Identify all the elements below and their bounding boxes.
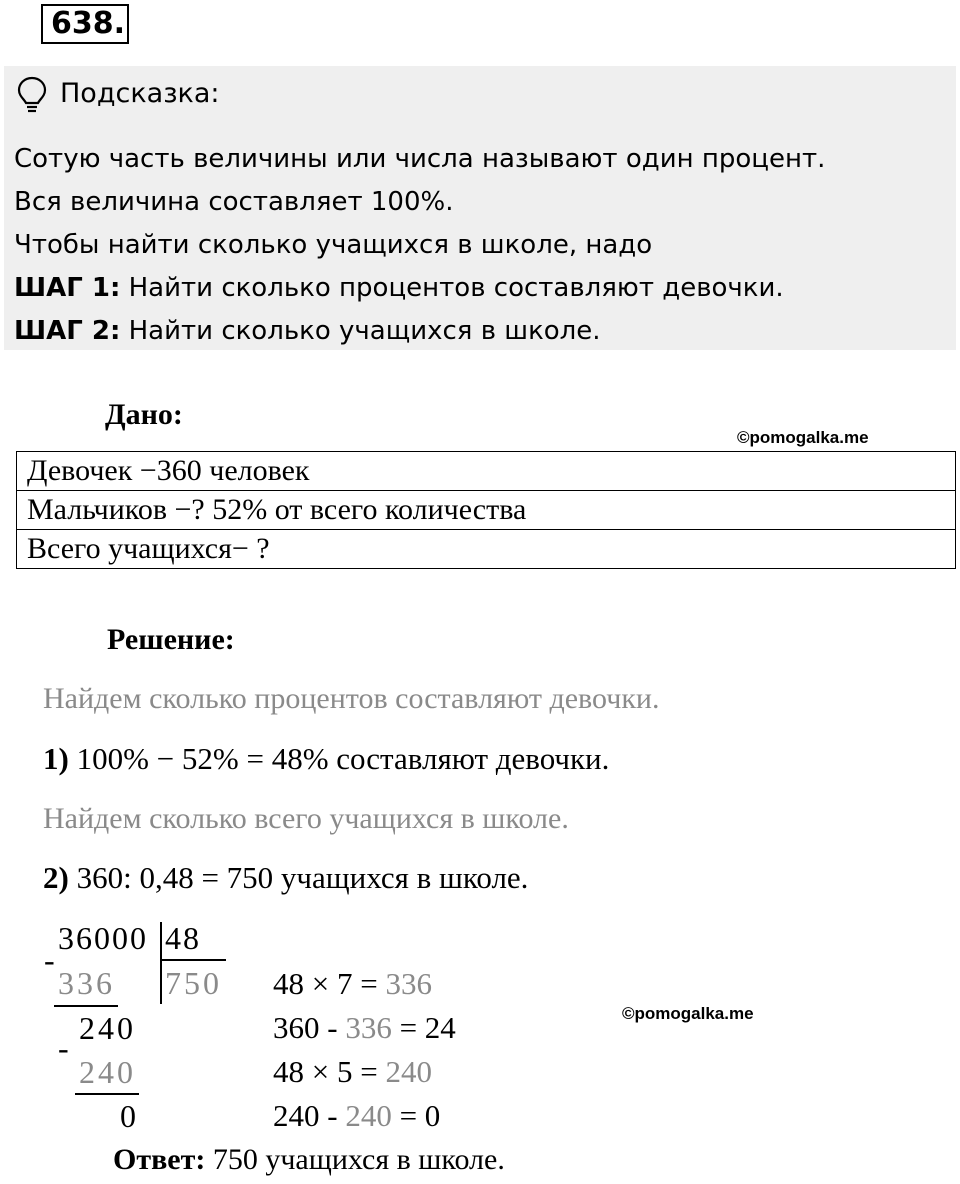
hint-step-2: ШАГ 2: Найти сколько учащихся в школе. (14, 316, 601, 346)
table-row (17, 491, 956, 530)
minus-sign-2: - (58, 1030, 69, 1066)
hint-step-1: ШАГ 1: Найти сколько процентов составляют девочки. (14, 273, 784, 303)
division-line-1 (54, 1005, 118, 1007)
hint-line-1: Сотую часть величины или числа называют один процент. (14, 144, 826, 174)
hint-line-3: Чтобы найти сколько учащихся в школе, надо (14, 230, 653, 260)
watermark: ©pomogalka.me (622, 1004, 754, 1023)
division-sub2: 240 (79, 1054, 136, 1090)
calc-line-2: 360 - 336 = 24 (273, 1010, 456, 1045)
watermark: ©pomogalka.me (737, 428, 869, 447)
hint-title: Подсказка: (60, 78, 220, 109)
step2-note: Найдем сколько всего учащихся в школе. (43, 802, 569, 835)
step2-equation: 2) 360: 0,48 = 750 учащихся в школе. (43, 860, 529, 895)
answer-line: Ответ: 750 учащихся в школе. (113, 1143, 505, 1176)
division-vertical-line (160, 922, 162, 1004)
step1-note: Найдем сколько процентов составляют девочки. (43, 682, 660, 715)
division-line-2 (75, 1093, 139, 1095)
division-dividend: 36000 (58, 920, 148, 956)
hint-line-2: Вся величина составляет 100%. (14, 187, 454, 217)
division-divisor: 48 (165, 920, 201, 956)
given-row-total: Всего учащихся− ? (17, 530, 956, 569)
division-rem1: 240 (79, 1010, 136, 1046)
division-rem2: 0 (120, 1098, 136, 1134)
table-row (17, 530, 956, 569)
step1-equation: 1) 100% − 52% = 48% составляют девочки. (43, 741, 610, 776)
solution-heading: Решение: (107, 623, 235, 656)
division-quotient-line (160, 959, 226, 961)
given-row-girls: Девочек −360 человек (17, 452, 956, 491)
table-row (17, 452, 956, 491)
given-row-boys: Мальчиков −? 52% от всего количества (17, 491, 956, 530)
calc-line-3: 48 × 5 = 240 (273, 1054, 432, 1089)
given-table (16, 451, 956, 569)
task-number: 638. (41, 4, 129, 44)
minus-sign-1: - (44, 942, 55, 978)
given-heading: Дано: (105, 398, 183, 431)
division-sub1: 336 (58, 965, 115, 1001)
calc-line-4: 240 - 240 = 0 (273, 1098, 441, 1133)
division-quotient: 750 (165, 965, 222, 1001)
lightbulb-icon (17, 76, 47, 114)
calc-line-1: 48 × 7 = 336 (273, 966, 432, 1001)
